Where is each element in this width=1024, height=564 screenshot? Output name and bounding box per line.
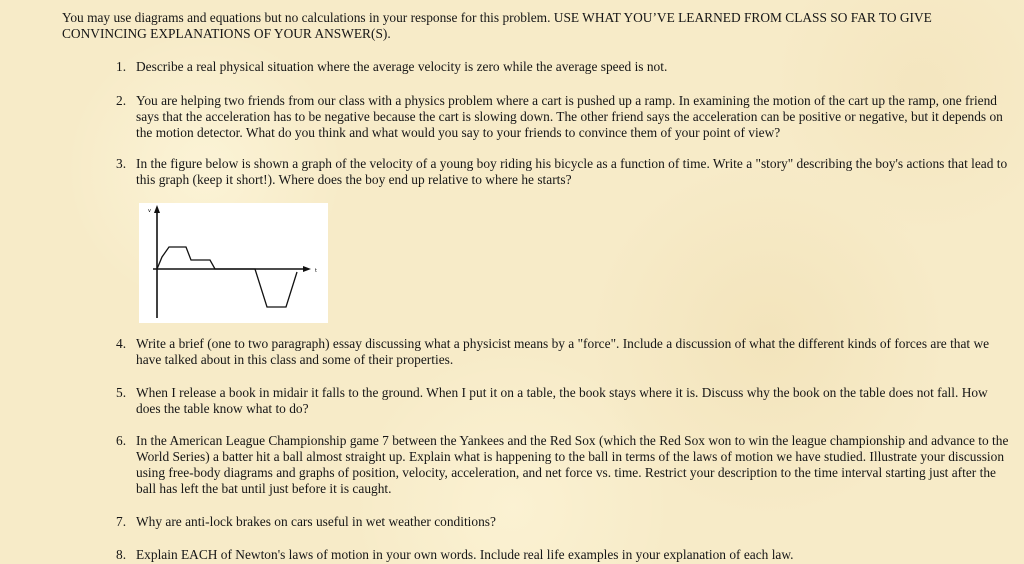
question-5 <box>116 385 1014 417</box>
question-6 <box>116 433 1014 497</box>
question-1 <box>116 59 1014 75</box>
velocity-time-graph <box>139 203 328 323</box>
question-number: 8. <box>116 547 127 562</box>
question-number: 4. <box>116 336 127 351</box>
question-2 <box>116 93 1014 141</box>
question-text: You are helping two friends from our class with a physics problem where a cart is pushed up a ramp. In examining the motion of the cart up the ramp, one friend says that the acceleration has to be negative because the cart is slowing down. The other friend says the acceleration can be positive or negative, but it depends on the motion detector. What do you think and what would you say to your friends to convince them of your point of view? <box>136 93 1003 140</box>
question-4 <box>116 336 1014 368</box>
velocity-curve <box>157 247 297 307</box>
y-axis-arrow-icon <box>154 205 160 213</box>
question-text: In the American League Championship game 7 between the Yankees and the Red Sox (which the Red Sox won to win the league championship and advance to the World Series) a batter hit a ball almost straight up. Explain what is happening to the ball in terms of the laws of motion we have studied. Illustrate your discussion using free-body diagrams and graphs of position, velocity, acceleration, and net force vs. time. Restrict your description to the time interval starting just after the ball has left the bat until just before it is caught. <box>136 433 1009 496</box>
x-axis-arrow-icon <box>303 266 311 272</box>
question-7 <box>116 514 1014 530</box>
question-text: Write a brief (one to two paragraph) essay discussing what a physicist means by a "force". Include a discussion of what the different kinds of forces are that we have talked about in this class and some of their properties. <box>136 336 990 367</box>
question-text: In the figure below is shown a graph of the velocity of a young boy riding his bicycle as a function of time. Write a "story" describing the boy's actions that lead to this graph (keep it short!). Where does the boy end up relative to where he starts? <box>136 156 1008 187</box>
question-8 <box>116 547 1014 563</box>
question-number: 1. <box>116 59 127 74</box>
x-axis-label: t <box>315 268 317 274</box>
question-3 <box>116 156 1014 188</box>
y-axis-label: v <box>148 208 151 214</box>
question-number: 3. <box>116 156 127 171</box>
question-number: 5. <box>116 385 127 400</box>
question-number: 7. <box>116 514 127 529</box>
question-text: Describe a real physical situation where the average velocity is zero while the average speed is not. <box>136 59 668 74</box>
velocity-graph-svg <box>139 203 328 323</box>
question-text: When I release a book in midair it falls to the ground. When I put it on a table, the book stays where it is. Discuss why the book on the table does not fall. How does the table know what to do? <box>136 385 988 416</box>
question-text: Why are anti-lock brakes on cars useful in wet weather conditions? <box>136 514 496 529</box>
question-number: 6. <box>116 433 127 448</box>
question-number: 2. <box>116 93 127 108</box>
instructions: You may use diagrams and equations but no calculations in your response for this problem. USE WHAT YOU’VE LEARNED FROM CLASS SO FAR TO GIVE CONVINCING EXPLANATIONS OF YOUR ANSWER(S). <box>62 10 932 41</box>
question-text: Explain EACH of Newton's laws of motion in your own words. Include real life examples in your explanation of each law. <box>136 547 794 562</box>
